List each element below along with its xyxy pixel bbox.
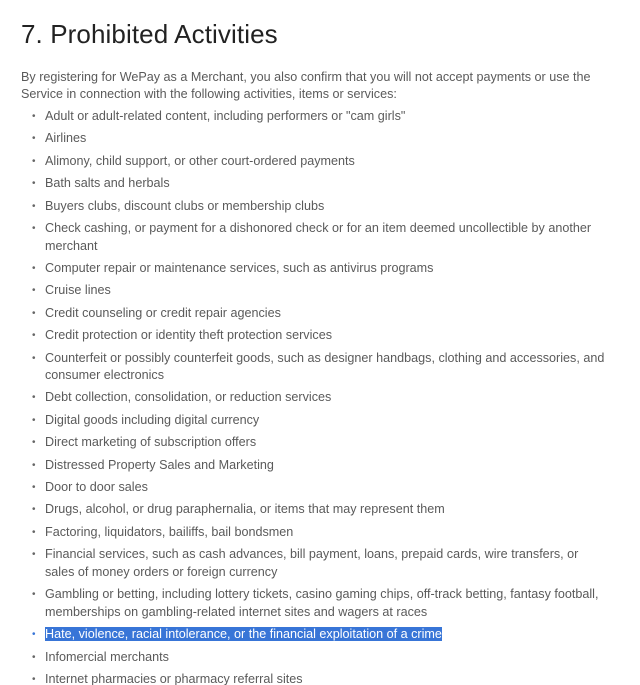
list-item [0, 389, 640, 407]
bullet-icon: • [32, 330, 36, 342]
intro-paragraph: By registering for WePay as a Merchant, you also confirm that you will not accept payments or use the Service in connection with the following activities, items or services: [21, 70, 591, 102]
list-item [0, 546, 640, 581]
bullet-icon: • [32, 589, 36, 601]
list-item [0, 671, 640, 685]
list-item [0, 524, 640, 542]
list-item [0, 626, 640, 644]
list-item-text: Factoring, liquidators, bailiffs, bail bondsmen [45, 524, 294, 539]
bullet-icon: • [32, 222, 36, 234]
list-item-text: Direct marketing of subscription offers [45, 435, 257, 450]
bullet-icon: • [32, 200, 36, 212]
bullet-icon: • [32, 526, 36, 538]
list-item [0, 501, 640, 519]
list-item [0, 153, 640, 171]
list-item-text: Buyers clubs, discount clubs or membership clubs [45, 198, 325, 213]
list-item [0, 108, 640, 126]
list-item-text: Debt collection, consolidation, or reduction services [45, 390, 332, 405]
prohibited-activities-list [0, 108, 640, 685]
bullet-icon: • [32, 352, 36, 364]
list-item-text: Internet pharmacies or pharmacy referral sites [45, 671, 303, 685]
list-item-text: Alimony, child support, or other court-ordered payments [45, 153, 355, 168]
list-item-text: Infomercial merchants [45, 649, 169, 664]
bullet-icon: • [32, 262, 36, 274]
bullet-icon: • [32, 437, 36, 449]
bullet-icon: • [32, 651, 36, 663]
list-item [0, 412, 640, 430]
bullet-icon: • [32, 392, 36, 404]
list-item-text: Airlines [45, 131, 87, 146]
list-item-text: Cruise lines [45, 283, 111, 298]
bullet-icon: • [32, 414, 36, 426]
list-item-text: Distressed Property Sales and Marketing [45, 457, 274, 472]
bullet-icon: • [32, 459, 36, 471]
list-item [0, 175, 640, 193]
bullet-icon: • [32, 549, 36, 561]
bullet-icon: • [32, 178, 36, 190]
list-item-text: Bath salts and herbals [45, 176, 170, 191]
list-item-text: Gambling or betting, including lottery tickets, casino gaming chips, off-track betting, fantasy football, memberships on gambling-related internet sites and wagers at races [45, 587, 599, 619]
list-item [0, 479, 640, 497]
bullet-icon: • [32, 629, 36, 641]
list-item [0, 260, 640, 278]
list-item-text: Digital goods including digital currency [45, 412, 260, 427]
list-item [0, 350, 640, 385]
selected-list-item-text: Hate, violence, racial intolerance, or the financial exploitation of a crime [45, 627, 442, 642]
bullet-icon: • [32, 155, 36, 167]
list-item-text: Credit protection or identity theft protection services [45, 328, 332, 343]
list-item [0, 130, 640, 148]
list-item [0, 305, 640, 323]
list-item-text: Drugs, alcohol, or drug paraphernalia, or items that may represent them [45, 502, 445, 517]
bullet-icon: • [32, 307, 36, 319]
list-item-text: Door to door sales [45, 480, 148, 495]
bullet-icon: • [32, 285, 36, 297]
list-item-text: Counterfeit or possibly counterfeit goods, such as designer handbags, clothing and accessories, and consumer electronics [45, 350, 605, 383]
bullet-icon: • [32, 482, 36, 494]
list-item-text: Financial services, such as cash advances, bill payment, loans, prepaid cards, wire transfers, or sales of money orders or foreign currency [45, 547, 579, 579]
bullet-icon: • [32, 673, 36, 685]
list-item-text: Credit counseling or credit repair agencies [45, 305, 281, 320]
list-item-text: Adult or adult-related content, including performers or "cam girls" [45, 109, 406, 123]
list-item [0, 586, 640, 621]
list-item [0, 434, 640, 452]
list-item [0, 198, 640, 216]
bullet-icon: • [32, 133, 36, 145]
list-item [0, 220, 640, 255]
list-item [0, 282, 640, 300]
section-title: 7. Prohibited Activities [21, 19, 278, 49]
list-item-text: Check cashing, or payment for a dishonored check or for an item deemed uncollectible by another merchant [45, 220, 592, 253]
list-item [0, 327, 640, 345]
list-item [0, 457, 640, 475]
bullet-icon: • [32, 504, 36, 516]
list-item [0, 649, 640, 667]
bullet-icon: • [32, 111, 36, 122]
list-item-text: Computer repair or maintenance services, such as antivirus programs [45, 260, 434, 275]
